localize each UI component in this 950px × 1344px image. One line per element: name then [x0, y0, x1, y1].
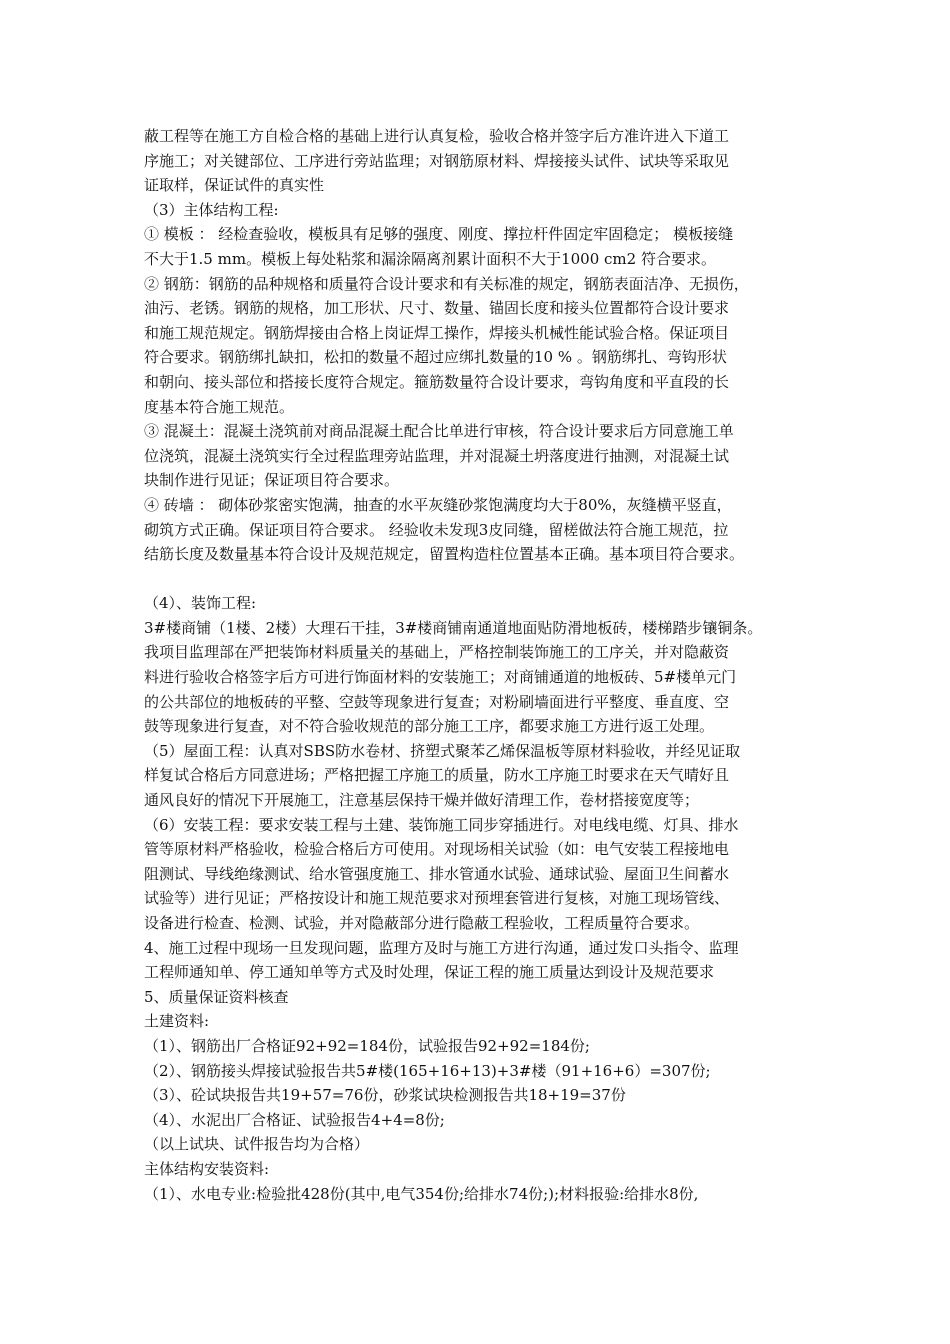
- text-line: 我项目监理部在严把装饰材料质量关的基础上，严格控制装饰施工的工序关，并对隐蔽资: [144, 643, 730, 662]
- text-line: 和施工规范规定。钢筋焊接由合格上岗证焊工操作，焊接头机械性能试验合格。保证项目: [144, 323, 730, 342]
- section-heading: （3）主体结构工程:: [144, 200, 279, 219]
- text-line: 油污、老锈。钢筋的规格，加工形状、尺寸、数量、锚固长度和接头位置都符合设计要求: [144, 299, 730, 318]
- section-heading: 主体结构安装资料:: [144, 1159, 270, 1178]
- text-line: 4、施工过程中现场一旦发现问题，监理方及时与施工方进行沟通，通过发口头指令、监理: [144, 938, 739, 957]
- section-heading: （4）、装饰工程:: [144, 594, 257, 613]
- text-line: 管等原材料严格验收，检验合格后方可使用。对现场相关试验（如：电气安装工程接地电: [144, 840, 730, 859]
- text-line: （以上试块、试件报告均为合格）: [144, 1135, 370, 1154]
- text-line: 试验等）进行见证；严格按设计和施工规范要求对预埋套管进行复核，对施工现场管线、: [144, 889, 730, 908]
- text-line: （5）屋面工程：认真对SBS防水卷材、挤塑式聚苯乙烯保温板等原材料验收，并经见证取: [144, 741, 741, 760]
- document-body: [144, 124, 824, 1206]
- text-line: 料进行验收合格签字后方可进行饰面材料的安装施工；对商铺通道的地板砖、5#楼单元门: [144, 668, 737, 687]
- text-line: （2）、钢筋接头焊接试验报告共5#楼(165+16+13)+3#楼（91+16+6）=307份;: [144, 1061, 711, 1080]
- text-line: ① 模板 ： 经检查验收，模板具有足够的强度、刚度、撑拉杆件固定牢固稳定； 模板接缝: [144, 225, 734, 244]
- text-line: 符合要求。钢筋绑扎缺扣，松扣的数量不超过应绑扎数量的10 % 。钢筋绑扎、弯钩形状: [144, 348, 727, 367]
- text-line: （3）、砼试块报告共19+57=76份，砂浆试块检测报告共18+19=37份: [144, 1086, 626, 1105]
- text-line: 证取样，保证试件的真实性: [144, 176, 325, 195]
- text-line: 度基本符合施工规范。: [144, 397, 295, 416]
- text-line: ④ 砖墙 ： 砌体砂浆密实饱满，抽查的水平灰缝砂浆饱满度均大于80%，灰缝横平竖直，: [144, 495, 732, 514]
- text-line: ② 钢筋：钢筋的品种规格和质量符合设计要求和有关标准的规定，钢筋表面洁净、无损伤，: [144, 274, 749, 293]
- text-line: 序施工；对关键部位、工序进行旁站监理；对钢筋原材料、焊接接头试件、试块等采取见: [144, 151, 730, 170]
- section-heading: 土建资料:: [144, 1012, 210, 1031]
- text-line: 结筋长度及数量基本符合设计及规范规定，留置构造柱位置基本正确。基本项目符合要求。: [144, 545, 745, 564]
- text-line: 的公共部位的地板砖的平整、空鼓等现象进行复查；对粉刷墙面进行平整度、垂直度、空: [144, 692, 730, 711]
- text-line: 砌筑方式正确。保证项目符合要求。 经验收未发现3皮同缝，留槎做法符合施工规范，拉: [144, 520, 729, 539]
- text-line: 鼓等现象进行复查，对不符合验收规范的部分施工工序，都要求施工方进行返工处理。: [144, 717, 715, 736]
- text-line: （1）、钢筋出厂合格证92+92=184份，试验报告92+92=184份;: [144, 1036, 590, 1055]
- blank-line: [144, 567, 824, 592]
- text-line: 块制作进行见证；保证项目符合要求。: [144, 471, 400, 490]
- text-line: 蔽工程等在施工方自检合格的基础上进行认真复检，验收合格并签字后方准许进入下道工: [144, 127, 730, 145]
- section-heading: 5、质量保证资料核查: [144, 987, 289, 1006]
- text-line: 位浇筑，混凝土浇筑实行全过程监理旁站监理，并对混凝土坍落度进行抽测，对混凝土试: [144, 446, 730, 465]
- text-line: 设备进行检查、检测、试验，并对隐蔽部分进行隐蔽工程验收，工程质量符合要求。: [144, 914, 700, 932]
- text-line: （4）、水泥出厂合格证、试验报告4+4=8份;: [144, 1110, 445, 1129]
- text-line: 通风良好的情况下开展施工，注意基层保持干燥并做好清理工作，卷材搭接宽度等；: [144, 791, 700, 810]
- text-line: 不大于1.5 mm。模板上每处粘浆和漏涂隔离剂累计面积不大于1000 cm2 符合要求。: [144, 249, 716, 268]
- text-line: 和朝向、接头部位和搭接长度符合规定。箍筋数量符合设计要求，弯钩角度和平直段的长: [144, 372, 730, 391]
- text-line: 3#楼商铺（1楼、2楼）大理石干挂，3#楼商铺南通道地面贴防滑地板砖，楼梯踏步镶铜条。: [144, 618, 763, 637]
- text-line: （1）、水电专业:检验批428份(其中,电气354份;给排水74份;);材料报验:给排水8份,: [144, 1184, 699, 1203]
- text-line: 样复试合格后方同意进场；严格把握工序施工的质量，防水工序施工时要求在天气晴好且: [144, 766, 730, 785]
- text-line: （6）安装工程：要求安装工程与土建、装饰施工同步穿插进行。对电线电缆、灯具、排水: [144, 815, 739, 834]
- text-line: ③ 混凝土：混凝土浇筑前对商品混凝土配合比单进行审核，符合设计要求后方同意施工单: [144, 422, 734, 441]
- text-line: 工程师通知单、停工通知单等方式及时处理，保证工程的施工质量达到设计及规范要求: [144, 963, 715, 982]
- text-line: 阻测试、导线绝缘测试、给水管强度施工、排水管通水试验、通球试验、屋面卫生间蓄水: [144, 864, 730, 883]
